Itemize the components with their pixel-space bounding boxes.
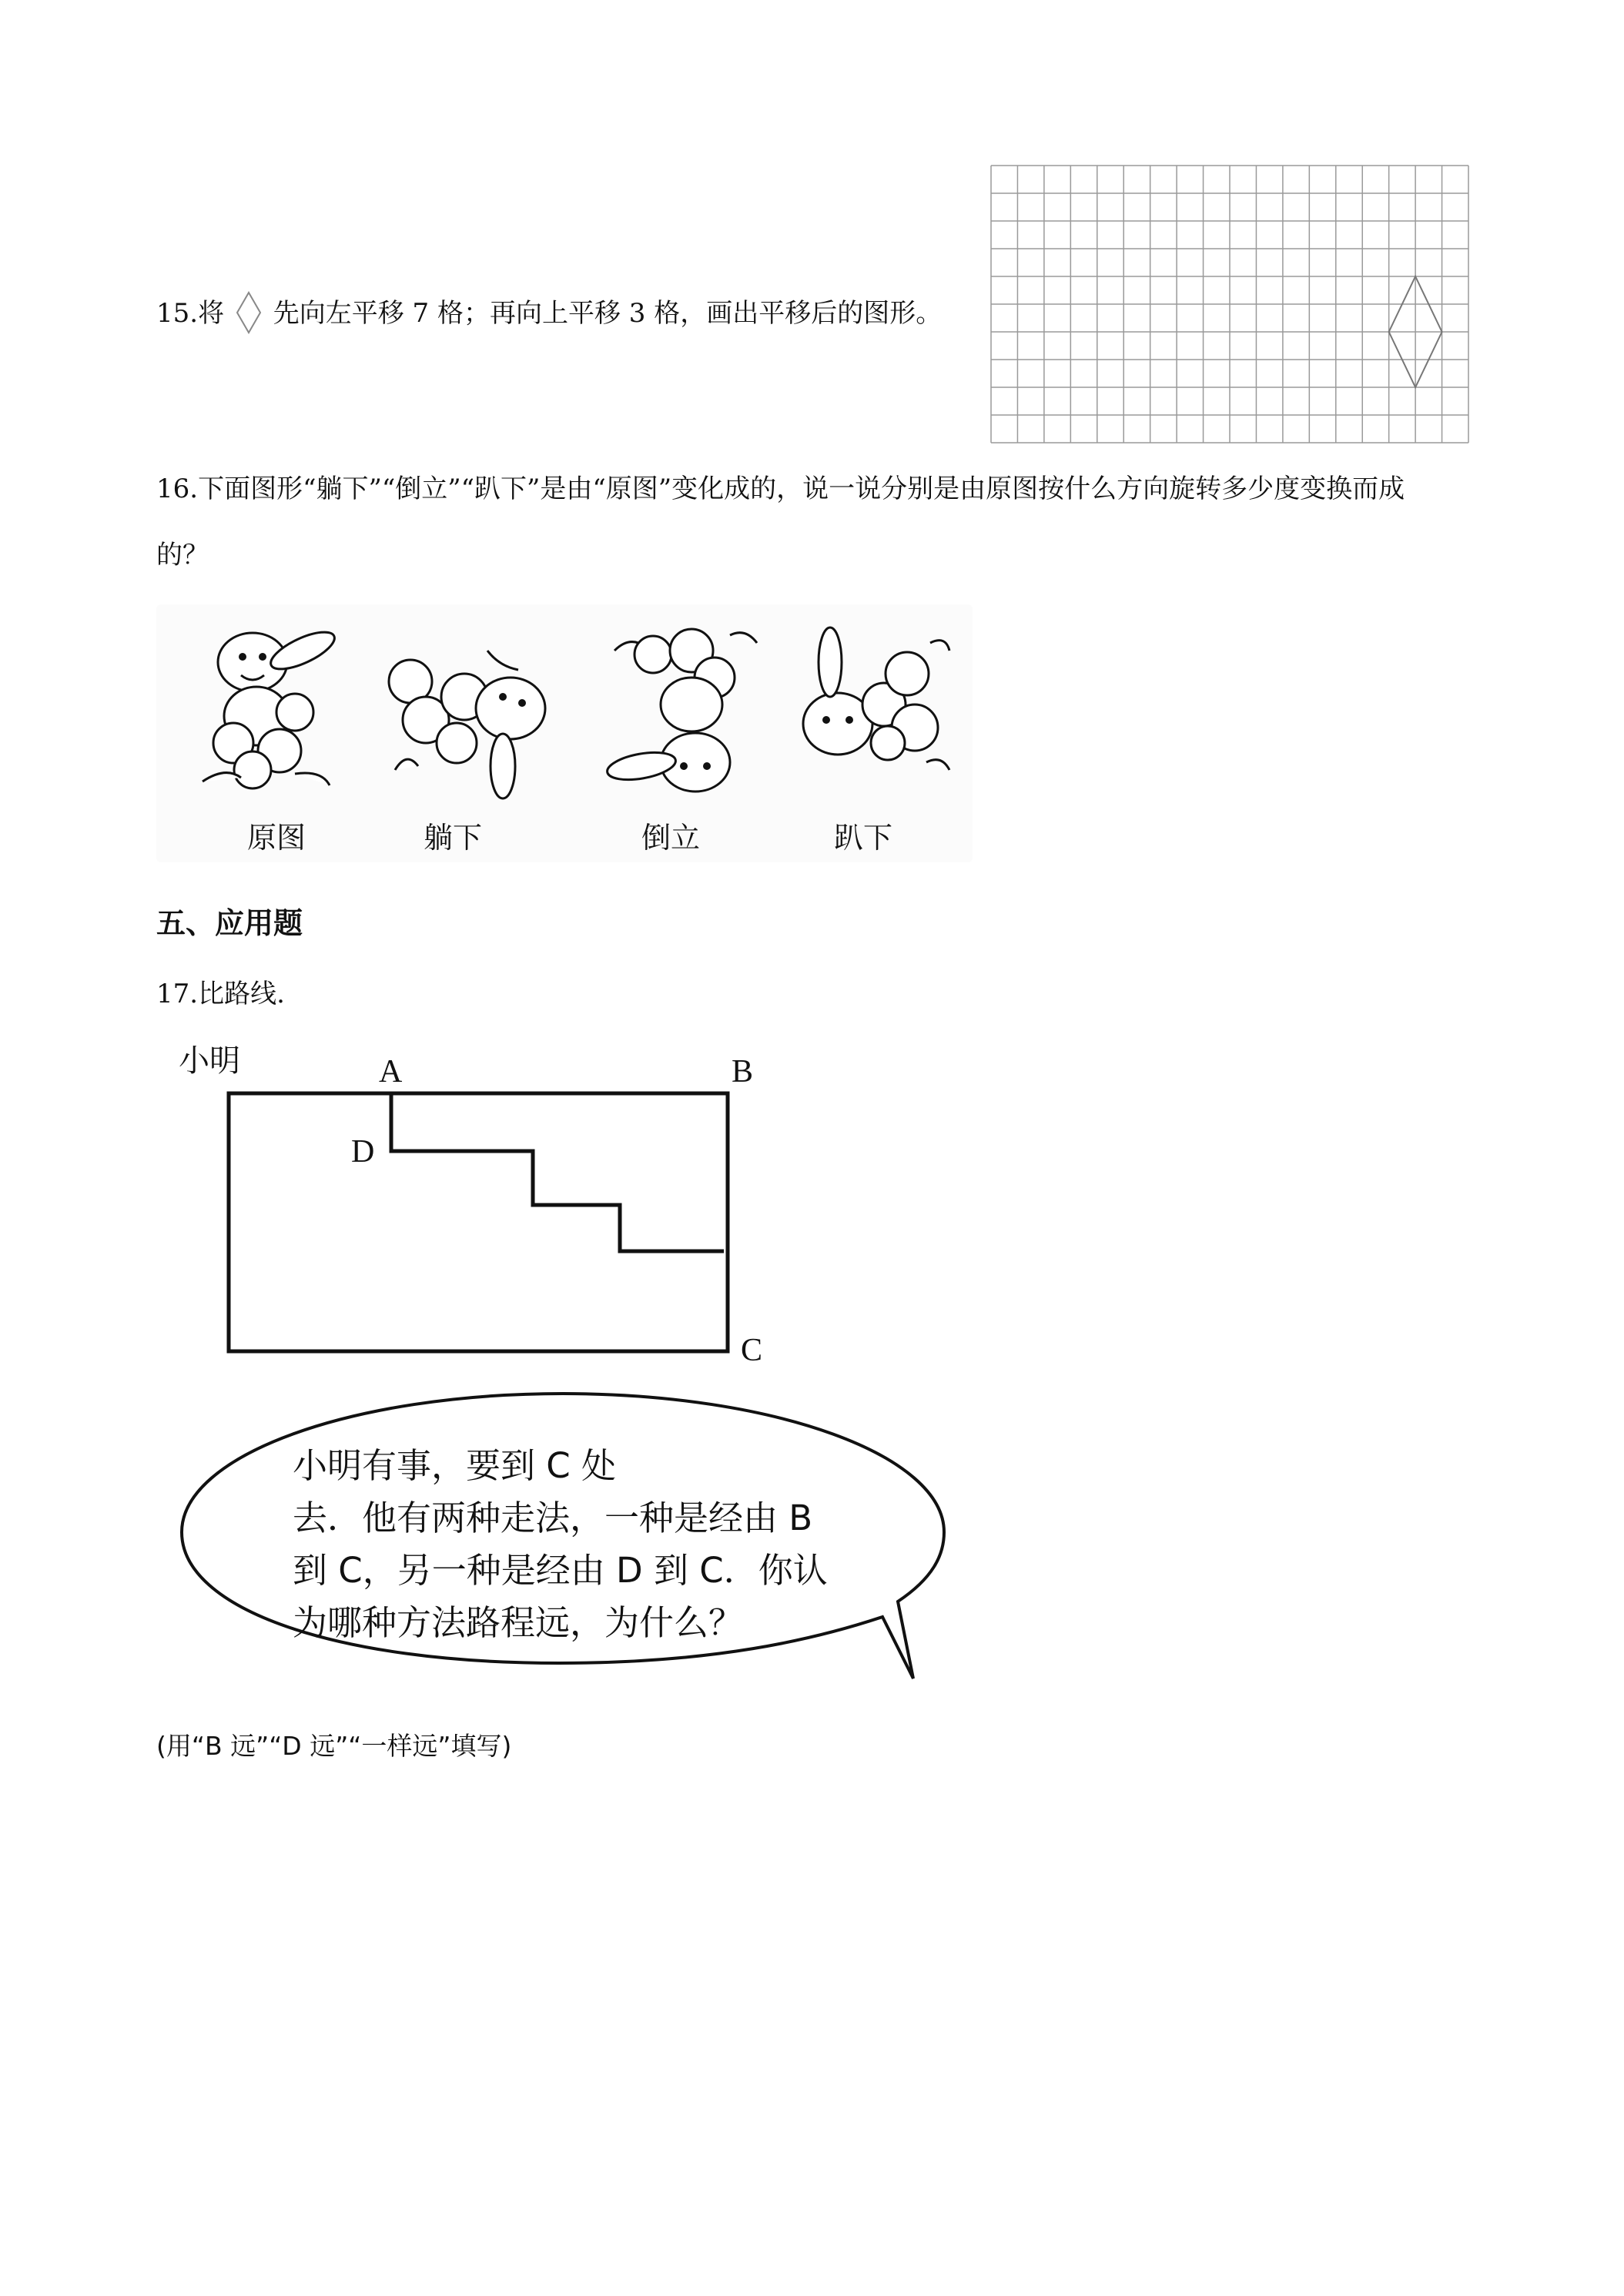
bunny-lying-image	[372, 635, 564, 805]
label-lying: 躺下	[424, 821, 483, 855]
stair-path	[391, 1093, 724, 1251]
q15-number: 15.将	[156, 298, 225, 329]
bubble-text	[293, 1440, 893, 1649]
route-rectangle	[229, 1093, 728, 1351]
q16-text: 16.下面图形“躺下”“倒立”“趴下”是由“原图”变化成的，说一说分别是由原图按什么方向旋转多少度变换而成的？	[156, 474, 1405, 571]
label-c: C	[741, 1333, 763, 1368]
bunny-original-image	[187, 620, 341, 805]
q17-text: 17.比路线.	[156, 979, 285, 1009]
label-b: B	[732, 1054, 754, 1089]
route-diagram	[169, 1032, 785, 1371]
section-heading: 五、应用题	[156, 905, 303, 940]
label-upside-down: 倒立	[641, 821, 701, 855]
translation-grid	[989, 163, 1471, 445]
q15-instruction: 先向左平移 7 格；再向上平移 3 格，画出平移后的图形。	[273, 298, 943, 329]
label-prone: 趴下	[834, 821, 893, 855]
label-original: 原图	[247, 821, 306, 855]
bubble-line-3: 到 C，另一种是经由 D 到 C．你认	[293, 1550, 828, 1591]
bubble-line-1: 小明有事，要到 C 处	[293, 1445, 617, 1486]
bubble-line-2: 去．他有两种走法，一种是经由 B	[293, 1498, 813, 1538]
q17-note: (用“B 远”“D 远”“一样远”填写)	[156, 1731, 512, 1761]
bunny-prone-image	[776, 620, 961, 789]
route-lines	[169, 1032, 785, 1371]
diamond-icon	[236, 291, 262, 339]
bunny-figure-panel	[156, 604, 973, 862]
label-xiaoming: 小明	[179, 1043, 240, 1079]
bubble-line-4: 为哪种方法路程远，为什么？	[293, 1602, 744, 1643]
bunny-upside-down-image	[599, 620, 768, 797]
label-a: A	[379, 1054, 403, 1089]
label-d: D	[351, 1134, 375, 1170]
q15-text	[156, 291, 942, 339]
